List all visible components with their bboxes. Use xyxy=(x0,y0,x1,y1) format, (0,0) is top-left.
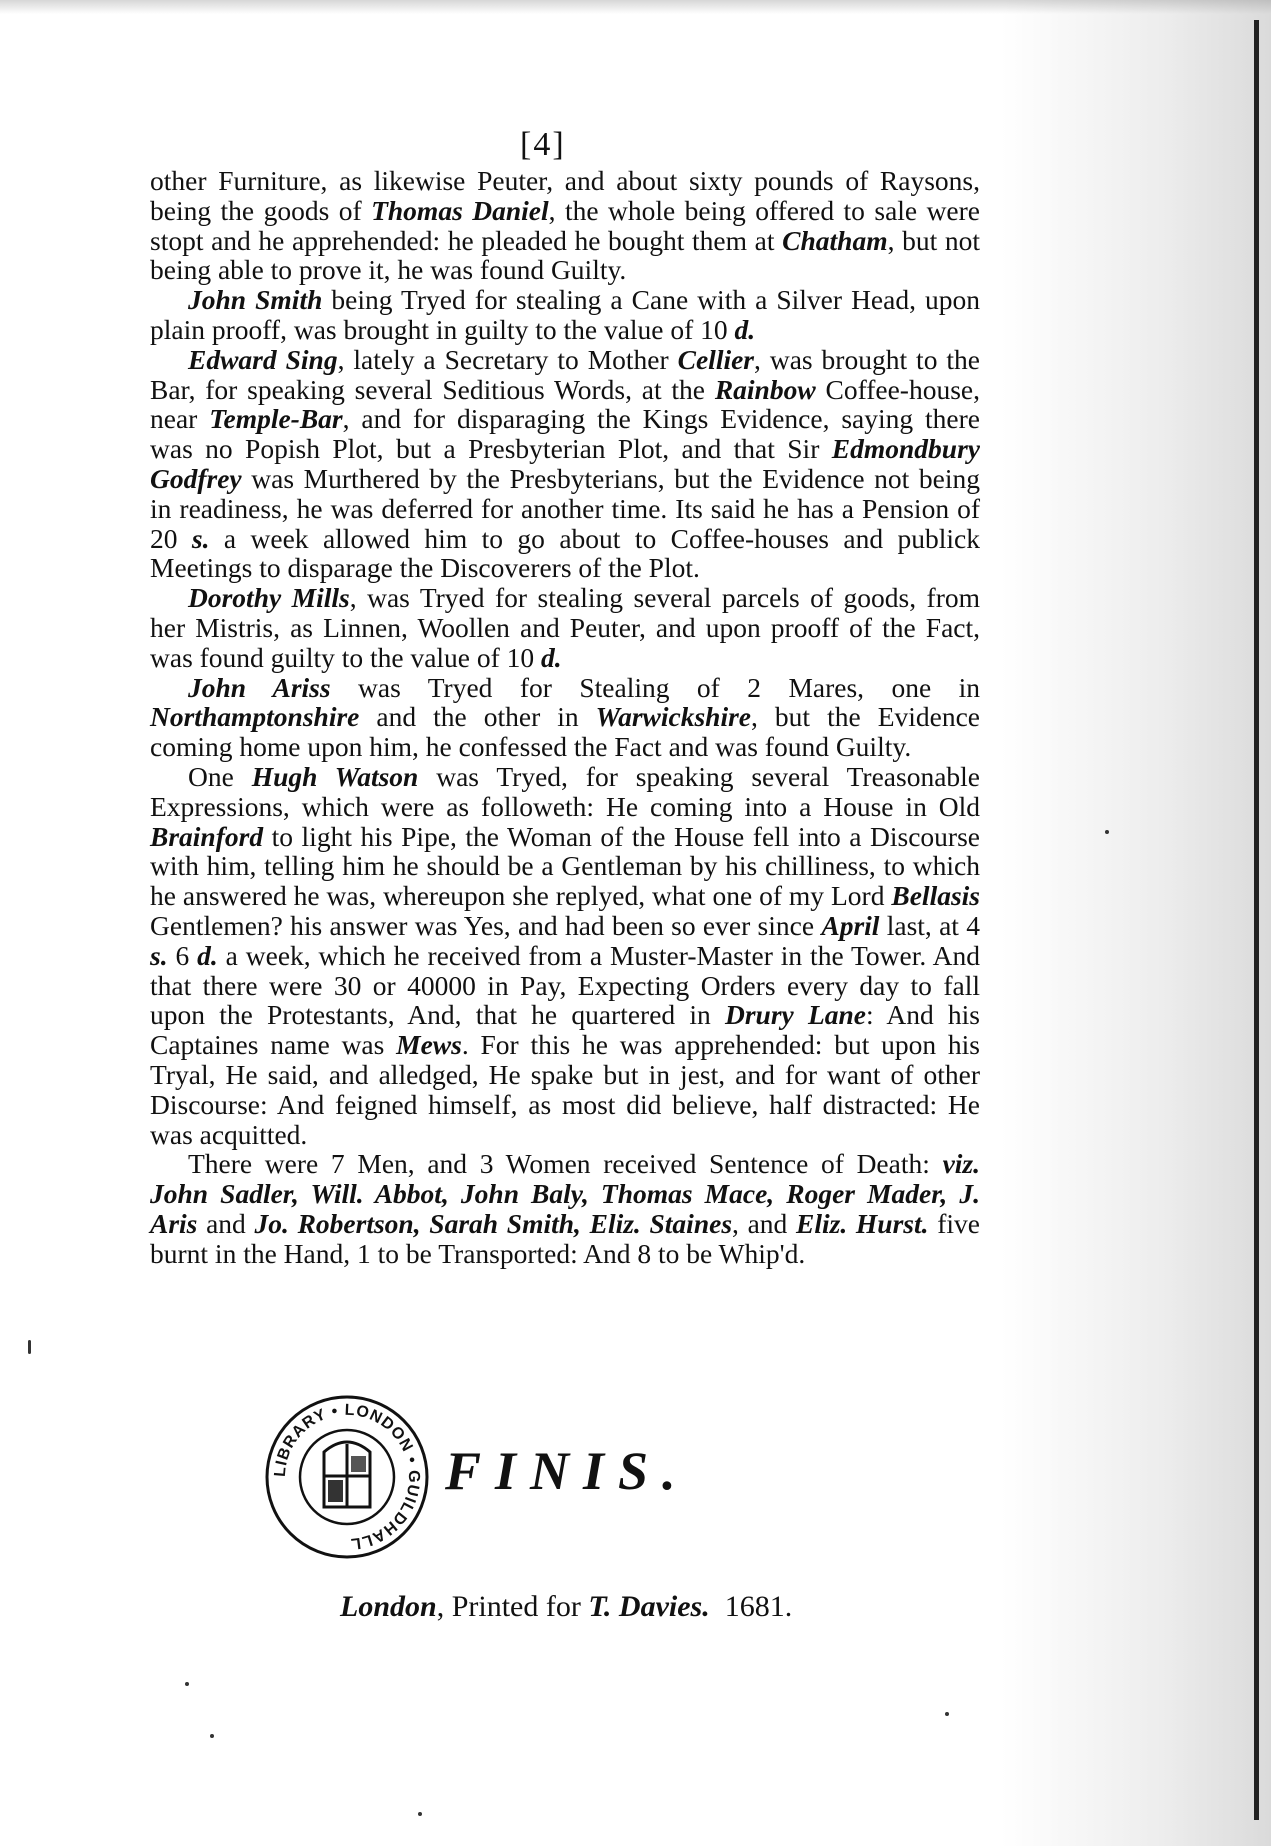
text-run: last, at 4 xyxy=(879,909,980,941)
text-run: s. xyxy=(191,522,210,554)
text-run: Edmondbury Godfrey xyxy=(150,433,980,494)
ink-speck xyxy=(210,1734,214,1738)
text-run: Gentlemen? his answer was Yes, and had been so ever since xyxy=(150,909,822,941)
text-run: Edward Sing xyxy=(188,343,338,375)
paragraph-p3 xyxy=(150,345,980,583)
ink-speck xyxy=(1105,830,1109,834)
text-run: s. xyxy=(150,939,168,971)
finis-heading: FINIS. xyxy=(445,1441,690,1501)
paragraph-p2 xyxy=(150,285,980,345)
text-run: and xyxy=(197,1207,255,1239)
imprint-printer: T. Davies. xyxy=(588,1590,710,1623)
imprint-year: 1681. xyxy=(724,1590,793,1623)
text-run: There were 7 Men, and 3 Women received Sentence of Death: xyxy=(188,1148,943,1180)
text-run: Cellier xyxy=(677,343,755,375)
text-run: Hugh Watson xyxy=(251,760,419,792)
text-run: d. xyxy=(541,641,562,673)
text-run: a week, which he received from a Muster-Master in the Tower. And that there were 30 or 40000 in Pay, Expecting Orders every day to fall upon the Protestants, And, that he quartered in xyxy=(150,939,980,1031)
paragraph-p7 xyxy=(150,1149,980,1268)
text-run: five burnt in the Hand, 1 to be Transported: And 8 to be Whip'd. xyxy=(150,1207,980,1269)
text-run: Mews xyxy=(396,1029,462,1061)
text-run: was Tryed for Stealing of 2 Mares, one in xyxy=(330,671,980,703)
page-number: [4] xyxy=(520,126,566,163)
stamp-text: LIBRARY • LONDON • GUILDHALL xyxy=(271,1401,423,1553)
text-run: : And his Captaines name was xyxy=(150,999,980,1061)
text-run: , and xyxy=(732,1207,797,1239)
imprint-text: , Printed for xyxy=(436,1590,589,1623)
text-run: was Murthered by the Presbyterians, but the Evidence not being in readiness, he was deferred for another time. Its said he has a Pension of 20 xyxy=(150,462,980,554)
text-run: Rainbow xyxy=(714,373,816,405)
text-run: . For this he was apprehended: but upon his Tryal, He said, and alledged, He spake but in jest, and for want of other Discourse: And feigned himself, as most did believe, half distracted: He was acquitted. xyxy=(150,1029,980,1150)
paragraph-p1 xyxy=(150,166,980,285)
library-stamp-icon xyxy=(262,1392,432,1562)
ink-speck xyxy=(945,1712,949,1716)
text-run: viz. John Sadler, Will. Abbot, John Baly, Thomas Mace, Roger Mader, J. Aris xyxy=(150,1148,980,1239)
scan-top-edge xyxy=(0,0,1271,14)
text-run: d. xyxy=(197,939,218,971)
text-run: Temple-Bar xyxy=(209,403,343,435)
text-run: April xyxy=(821,909,880,941)
text-run: , the whole being offered to sale were stopt and he apprehended: he pleaded he bought them at xyxy=(150,194,980,256)
text-run: , but the Evidence coming home upon him, he confessed the Fact and was found Guilty. xyxy=(150,701,981,763)
text-run: , lately a Secretary to Mother xyxy=(337,343,678,375)
text-run: Bellasis xyxy=(891,880,980,912)
ink-speck xyxy=(418,1812,422,1816)
text-run: other Furniture, as likewise Peuter, and about sixty pounds of Raysons, being the goods of xyxy=(150,165,980,226)
text-run: to light his Pipe, the Woman of the House fell into a Discourse with him, telling him he should be a Gentleman by his chilliness, to which he answered he was, whereupon she replyed, what one of my Lord xyxy=(150,820,980,912)
text-run: being Tryed for stealing a Cane with a Silver Head, upon plain prooff, was brought in guilty to the value of 10 xyxy=(150,284,980,345)
text-run: , but not being able to prove it, he was found Guilty. xyxy=(150,224,980,286)
text-run: Brainford xyxy=(150,820,264,852)
text-run: Chatham xyxy=(782,224,888,256)
text-run: Coffee-house, near xyxy=(150,373,980,435)
text-run: Eliz. Hurst. xyxy=(796,1207,929,1239)
text-run: , was brought to the Bar, for speaking several Seditious Words, at the xyxy=(150,343,980,405)
text-run: Warwickshire xyxy=(595,701,752,733)
text-run: Jo. Robertson, Sarah Smith, Eliz. Staines xyxy=(254,1207,733,1239)
paragraph-p5 xyxy=(150,673,980,762)
scan-shadow xyxy=(1001,0,1271,1846)
text-run: 6 xyxy=(167,939,198,971)
paragraph-p6 xyxy=(150,762,980,1149)
text-run: , was Tryed for stealing several parcels of goods, from her Mistris, as Linnen, Woollen and Peuter, and upon prooff of the Fact, was found guilty to the value of 10 xyxy=(150,582,981,673)
text-run: a week allowed him to go about to Coffee-houses and publick Meetings to disparage the Discoverers of the Plot. xyxy=(150,522,980,584)
body-text xyxy=(150,166,980,1268)
page-edge-line xyxy=(1254,20,1259,1820)
text-run: was Tryed, for speaking several Treasonable Expressions, which were as followeth: He coming into a House in Old xyxy=(150,760,980,822)
ink-speck xyxy=(28,1340,31,1354)
imprint-place: London xyxy=(340,1590,437,1623)
text-run: d. xyxy=(734,313,756,345)
text-run: Dorothy Mills xyxy=(188,582,350,614)
text-run: John Smith xyxy=(188,284,323,316)
text-run: Drury Lane xyxy=(724,999,866,1031)
paragraph-p4 xyxy=(150,583,980,672)
text-run: John Ariss xyxy=(188,671,331,703)
text-run: One xyxy=(188,760,252,792)
text-run: Thomas Daniel xyxy=(371,194,549,226)
text-run: Northamptonshire xyxy=(150,701,360,733)
ink-speck xyxy=(185,1682,189,1686)
text-run: and the other in xyxy=(359,701,596,733)
text-run: , and for disparaging the Kings Evidence, saying there was no Popish Plot, but a Presbyterian Plot, and that Sir xyxy=(150,403,980,465)
imprint xyxy=(340,1590,792,1624)
